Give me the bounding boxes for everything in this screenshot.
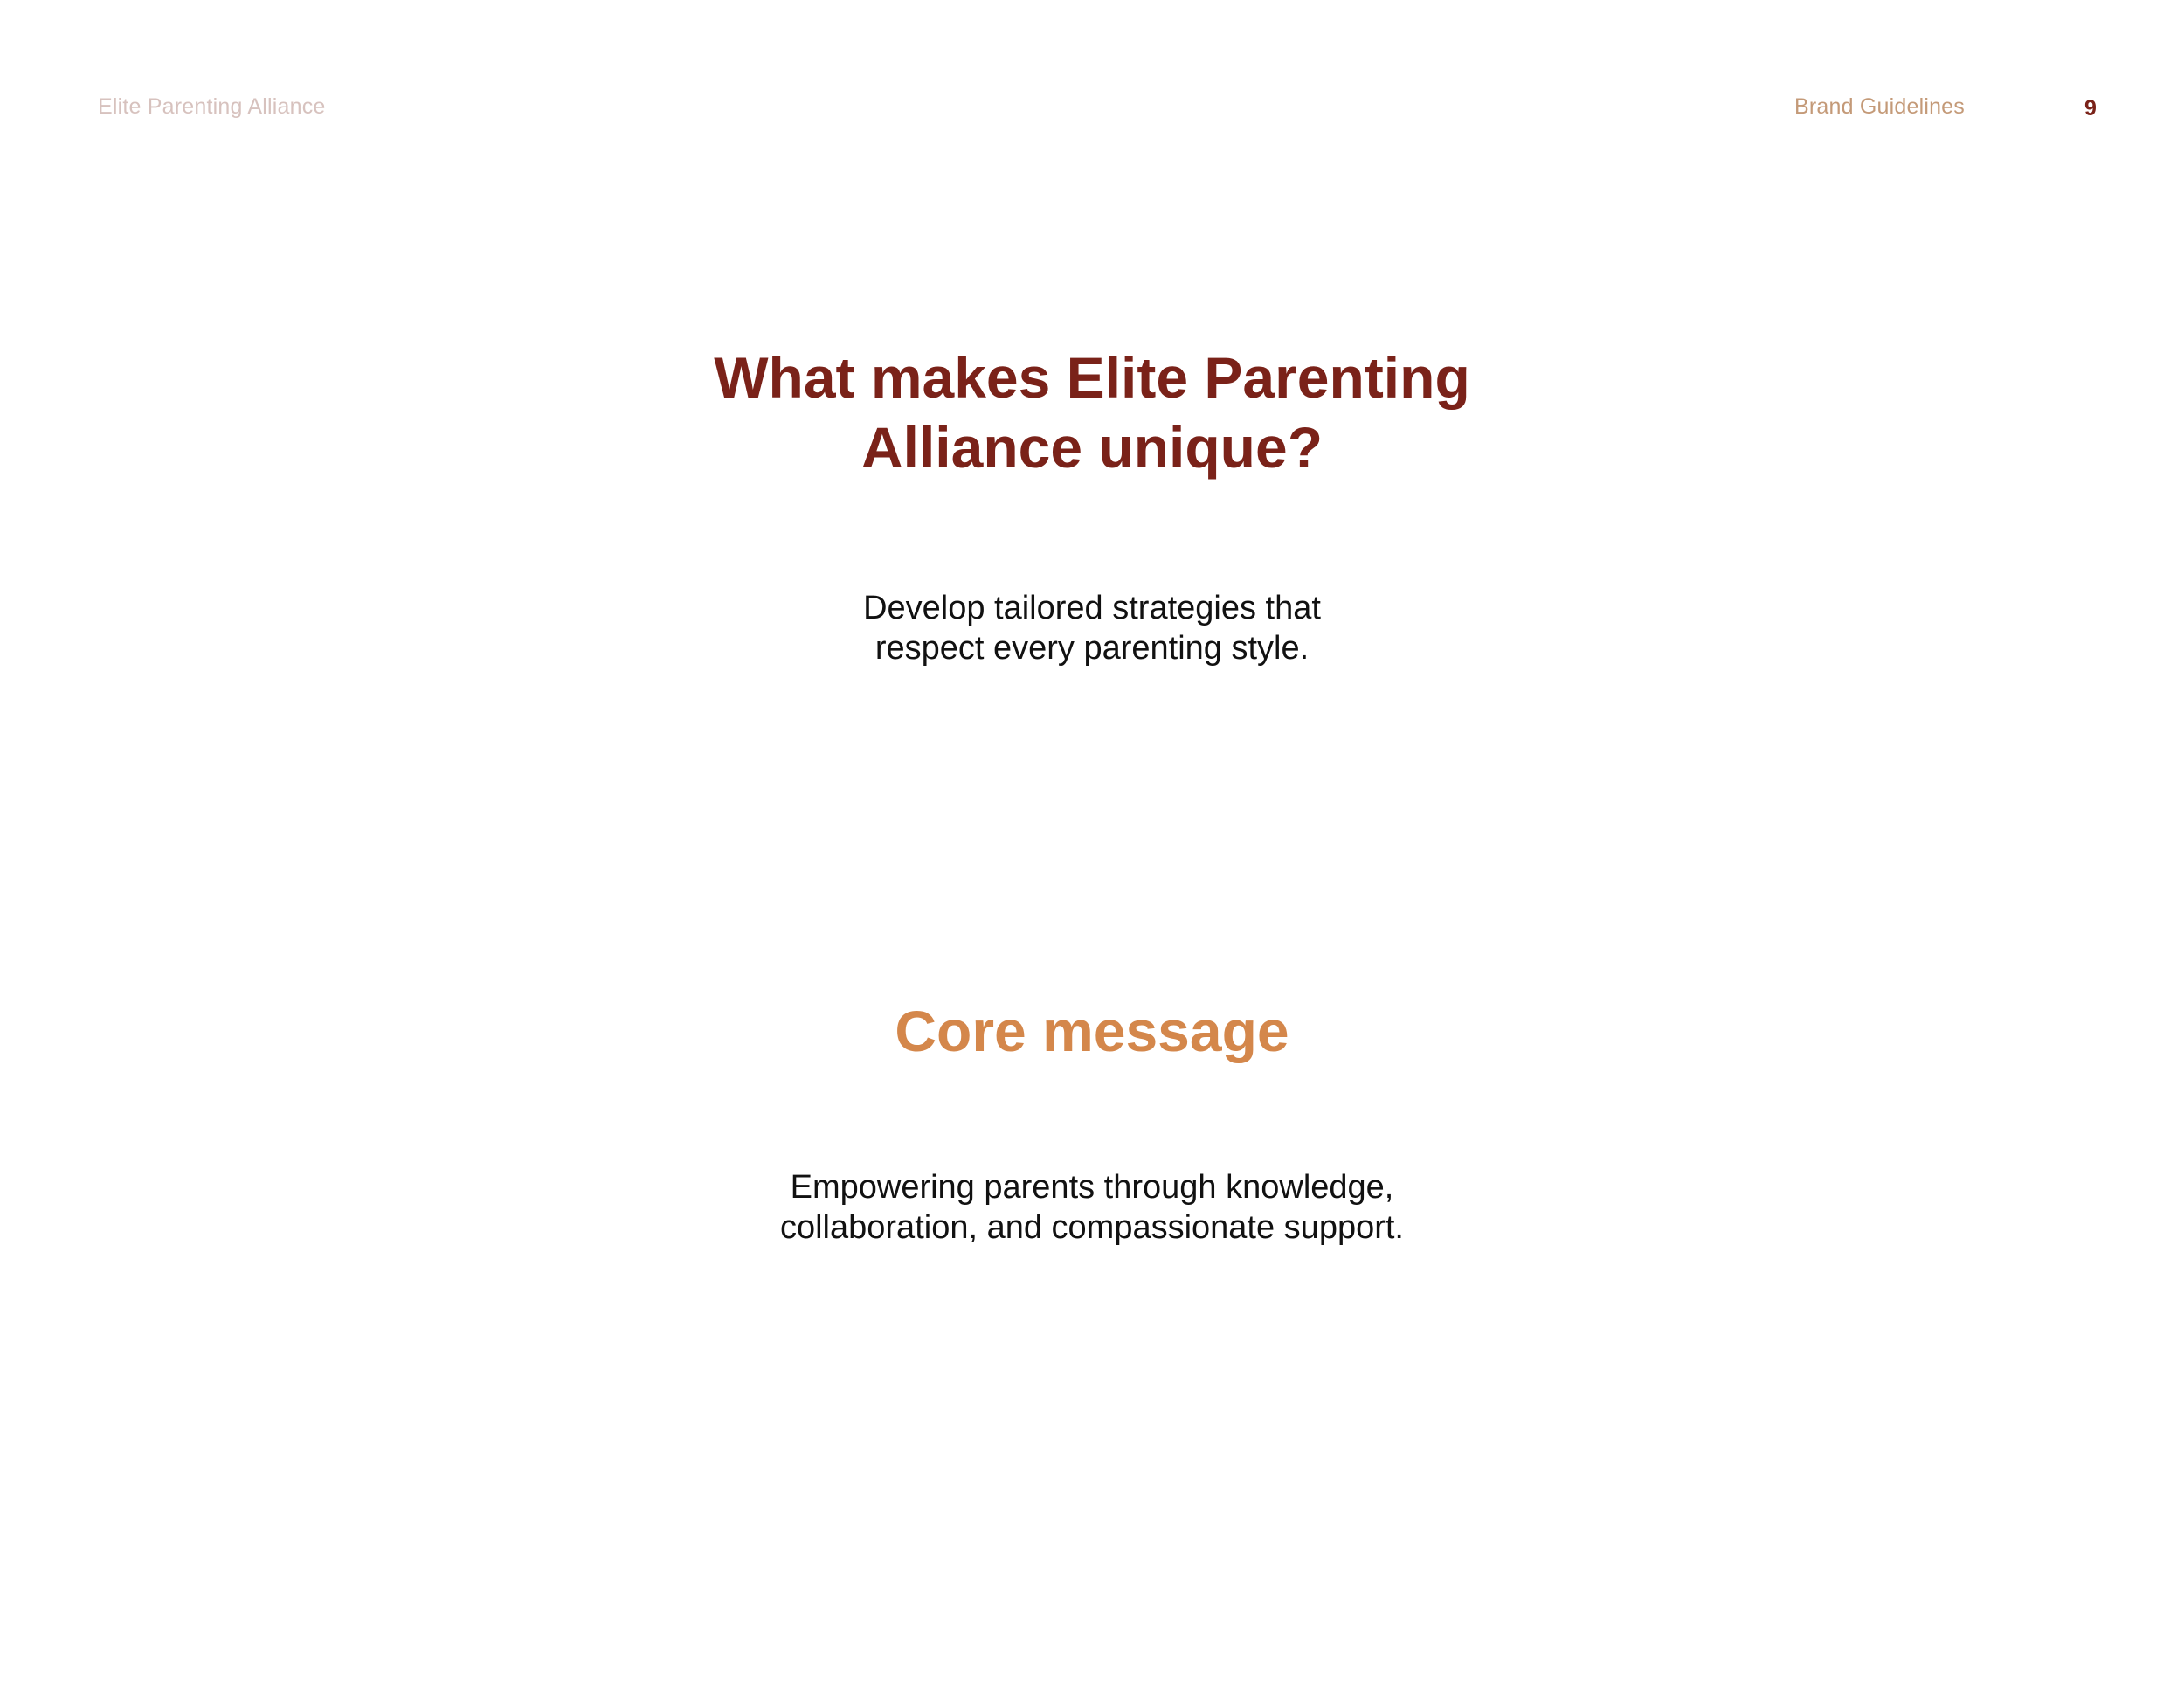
page-title <box>0 342 2184 482</box>
page-title-line-2: Alliance unique? <box>860 415 1324 480</box>
intro-paragraph <box>0 588 2184 668</box>
header-section-title: Brand Guidelines <box>1794 94 1965 119</box>
intro-line-2: respect every parenting style. <box>874 630 1310 667</box>
page-title-line-1: What makes Elite Parenting <box>714 345 1470 410</box>
page-number: 9 <box>2084 96 2097 121</box>
core-message-heading: Core message <box>895 999 1289 1063</box>
core-message-paragraph <box>0 1167 2184 1248</box>
core-message-line-2: collaboration, and compassionate support. <box>779 1209 1404 1246</box>
intro-line-1: Develop tailored strategies that <box>863 590 1321 626</box>
header-brand-name: Elite Parenting Alliance <box>98 94 326 119</box>
core-message-line-1: Empowering parents through knowledge, <box>790 1169 1394 1206</box>
